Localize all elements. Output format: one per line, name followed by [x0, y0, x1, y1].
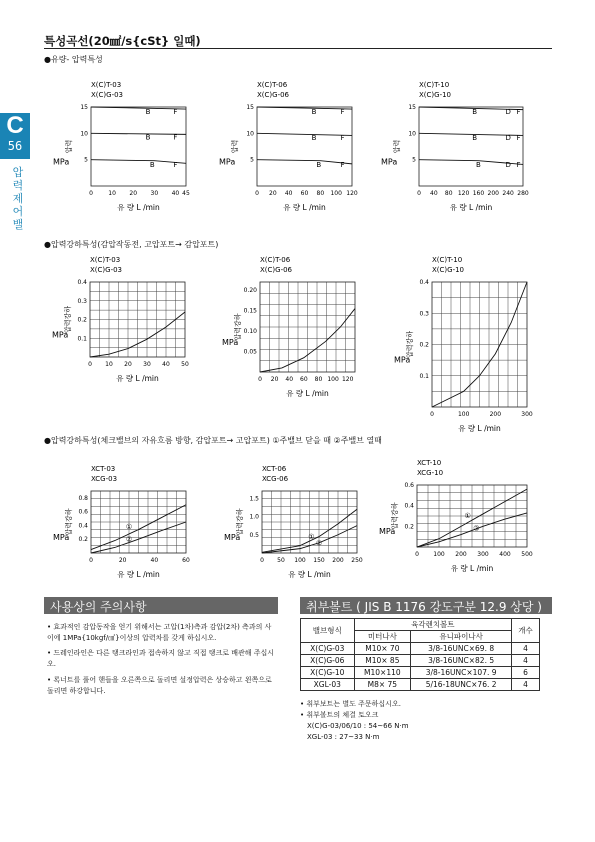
caution-item: • 록너트를 풀어 핸들을 오른쪽으로 돌리면 설정압력은 상승하고 왼쪽으로 돌리면 하강합니다.	[47, 676, 272, 695]
chart-check-10	[377, 451, 535, 581]
chart-drop-06	[220, 248, 363, 406]
x-tick-label: 40	[284, 190, 293, 197]
x-tick-label: 10	[105, 361, 113, 368]
bolt-note: • 취부보트는 별도 주문하십시오.	[300, 700, 401, 708]
series-line	[257, 160, 352, 164]
x-tick-label: 240	[502, 190, 514, 197]
curve-label: F	[340, 134, 345, 143]
x-tick-label: 150	[313, 557, 325, 564]
y-tick-label: 0.4	[404, 502, 414, 510]
cell-metric: M10× 70	[354, 643, 411, 655]
y-tick-label: 0.2	[77, 316, 87, 324]
curve-label: ①	[308, 533, 315, 542]
bolt-header-bolt: 육각렌치볼트	[354, 619, 512, 631]
x-tick-label: 120	[341, 376, 354, 383]
x-tick-label: 30	[143, 361, 151, 368]
y-tick-label: 0.10	[243, 328, 257, 336]
side-label-char: 밸	[12, 218, 24, 231]
y-axis-unit: MPa	[52, 330, 69, 340]
x-tick-label: 400	[499, 551, 511, 558]
side-label-char: 제	[12, 192, 24, 205]
y-axis-unit: MPa	[53, 157, 70, 167]
curve-label: ①	[464, 512, 471, 521]
y-tick-label: 5	[84, 156, 88, 164]
chart-flow-06	[217, 73, 360, 220]
curve-label: B	[311, 134, 317, 143]
x-tick-label: 0	[89, 190, 93, 197]
x-tick-label: 0	[415, 551, 419, 558]
curve-label: F	[173, 161, 178, 170]
series-line	[257, 133, 352, 135]
caution-box	[44, 597, 278, 697]
y-axis-unit: MPa	[381, 157, 398, 167]
x-tick-label: 100	[327, 376, 339, 383]
y-axis-unit: MPa	[53, 533, 70, 542]
x-tick-label: 60	[300, 376, 308, 383]
cell-metric: M8× 75	[354, 679, 411, 691]
x-tick-label: 250	[351, 557, 363, 564]
y-axis-label: 압력	[65, 139, 73, 154]
x-tick-label: 160	[472, 190, 485, 197]
curve-label: F	[340, 107, 345, 116]
title-rule	[44, 48, 552, 49]
x-axis-label: 유 량 L /min	[288, 570, 331, 579]
x-tick-label: 300	[477, 551, 489, 558]
curve-label: B	[311, 107, 317, 116]
curve-label: B	[145, 133, 151, 142]
x-tick-label: 40	[150, 557, 159, 564]
chart-title: X(C)T-06	[257, 81, 288, 89]
x-tick-label: 0	[88, 361, 92, 368]
y-tick-label: 0.8	[78, 494, 88, 502]
table-row	[301, 679, 540, 691]
chart-title: X(C)G-03	[90, 266, 123, 274]
curve-label: B	[149, 161, 155, 170]
bolt-title: 취부볼트 ( JIS B 1176 강도구분 12.9 상당 )	[300, 597, 552, 614]
series-line	[91, 133, 186, 134]
x-tick-label: 50	[277, 557, 285, 564]
x-tick-label: 100	[330, 190, 342, 197]
y-tick-label: 0.4	[419, 279, 429, 286]
cell-qty: 4	[512, 643, 540, 655]
bolt-header-unified: 유니파이나사	[411, 631, 512, 643]
y-tick-label: 10	[80, 130, 88, 138]
curve-label: B	[316, 161, 322, 170]
cell-unified: 3/8-16UNC×107. 9	[411, 667, 512, 679]
x-tick-label: 80	[314, 376, 323, 383]
side-tab	[0, 113, 30, 159]
x-tick-label: 0	[417, 190, 421, 197]
curve-label: ②	[473, 524, 480, 533]
x-axis-label: 유 량 L /min	[458, 424, 501, 433]
curve-label: D	[505, 107, 511, 116]
x-tick-label: 60	[300, 190, 309, 197]
y-tick-label: 0.2	[404, 523, 414, 531]
chart-title: XCT-03	[91, 465, 116, 473]
y-axis-label: 압력강하	[391, 502, 399, 530]
x-tick-label: 80	[316, 190, 325, 197]
x-tick-label: 40	[171, 190, 180, 197]
x-tick-label: 120	[457, 190, 470, 197]
y-axis-label: 압력강하	[234, 313, 242, 341]
page-title: 특성곡선(20㎟/s{cSt} 일때)	[44, 34, 201, 48]
y-axis-label: 압력	[231, 139, 239, 154]
section-drop2: ●압력강하특성(체크밸브의 자유흐름 방향, 감압포트→ 고압포트) ①주밸브 닫을 때 ②주밸브 열때	[44, 436, 382, 445]
curve-label: D	[505, 161, 511, 170]
curve-label: B	[476, 161, 481, 170]
side-vertical-label	[11, 166, 25, 231]
side-label-char: 어	[12, 205, 24, 218]
x-axis-label: 유 량 L /min	[116, 374, 159, 383]
x-tick-label: 200	[489, 411, 502, 418]
y-axis-unit: MPa	[379, 527, 396, 536]
chart-flow-10	[379, 73, 531, 220]
x-axis-label: 유 량 L /min	[449, 203, 493, 212]
chart-title: XCG-06	[262, 475, 289, 483]
y-tick-label: 0.1	[419, 372, 429, 380]
x-tick-label: 45	[182, 190, 190, 197]
x-tick-label: 20	[129, 190, 138, 197]
cell-unified: 3/8-16UNC×82. 5	[411, 655, 512, 667]
y-axis-label: 압력강하	[64, 305, 72, 334]
curve-label: B	[472, 107, 478, 116]
x-axis-label: 유 량 L /min	[117, 570, 160, 579]
curve-label: ②	[125, 535, 133, 544]
section-drop1: ●압력강하특성(감압작동전, 고압포트→ 감압포트)	[44, 240, 219, 249]
x-tick-label: 40	[162, 361, 170, 368]
caution-item: • 효과적인 감압동작을 얻기 위해서는 고압(1차)측과 감압(2차) 측과의 사이에 1MPa{10kgf/㎠}이상의 압력차를 갖게 하십시오.	[47, 623, 272, 642]
side-label-char: 력	[12, 179, 24, 192]
y-axis-label: 압력강하	[65, 508, 73, 536]
bolt-box	[300, 597, 552, 743]
x-tick-label: 200	[487, 190, 500, 197]
curve-label: ②	[315, 539, 323, 548]
curve-label: F	[340, 161, 345, 170]
x-tick-label: 40	[285, 376, 294, 383]
chart-title: X(C)T-06	[260, 256, 291, 264]
y-tick-label: 1.5	[249, 495, 259, 503]
y-tick-label: 10	[408, 130, 416, 138]
chart-title: XCG-10	[417, 469, 444, 477]
cell-model: X(C)G-10	[301, 667, 355, 679]
x-tick-label: 80	[444, 190, 453, 197]
chart-title: X(C)T-03	[91, 81, 122, 89]
y-tick-label: 15	[408, 104, 416, 111]
x-tick-label: 0	[258, 376, 262, 383]
x-tick-label: 20	[124, 361, 132, 368]
x-tick-label: 20	[118, 557, 127, 564]
y-tick-label: 0.4	[77, 279, 87, 286]
x-tick-label: 200	[332, 557, 344, 564]
chart-check-06	[222, 457, 365, 587]
x-tick-label: 0	[260, 557, 264, 564]
x-tick-label: 50	[181, 361, 189, 368]
bolt-header-qty: 개수	[512, 619, 540, 643]
x-tick-label: 300	[521, 411, 533, 418]
y-axis-unit: MPa	[224, 533, 241, 542]
y-tick-label: 0.20	[243, 287, 257, 295]
table-row	[301, 643, 540, 655]
chart-title: XCT-06	[262, 465, 287, 473]
y-axis-unit: MPa	[222, 338, 239, 347]
side-tab-page: 56	[7, 139, 23, 153]
caution-item: • 드레인라인은 다른 탱크라인과 접속하지 않고 직접 탱크로 배관해 주십시오.	[47, 649, 275, 668]
x-tick-label: 120	[346, 190, 358, 197]
caution-title: 사용상의 주의사항	[44, 597, 278, 614]
x-tick-label: 10	[108, 190, 116, 197]
x-axis-label: 유 량 L /min	[117, 203, 160, 212]
y-tick-label: 0.2	[419, 341, 429, 349]
chart-title: X(C)T-10	[432, 256, 463, 264]
bolt-note: XGL-03 : 27~33 N·m	[307, 733, 380, 741]
curve-label: B	[145, 107, 151, 116]
side-tab-letter: C	[6, 112, 24, 139]
chart-title: X(C)G-06	[260, 266, 293, 274]
y-tick-label: 0.6	[78, 508, 88, 516]
y-axis-unit: MPa	[394, 355, 411, 365]
y-tick-label: 0.6	[404, 482, 414, 489]
plot-frame	[419, 107, 523, 186]
table-row	[301, 667, 540, 679]
cell-model: XGL-03	[301, 679, 355, 691]
cell-model: X(C)G-06	[301, 655, 355, 667]
cell-unified: 5/16-18UNC×76. 2	[411, 679, 512, 691]
chart-drop-10	[392, 248, 535, 441]
chart-title: X(C)G-03	[91, 91, 124, 99]
x-tick-label: 100	[457, 411, 470, 418]
y-tick-label: 5	[412, 156, 416, 164]
y-tick-label: 0.05	[243, 348, 257, 356]
x-tick-label: 20	[269, 190, 277, 197]
chart-drop-03	[50, 248, 193, 391]
y-tick-label: 0.1	[77, 335, 87, 343]
side-label-char: 압	[12, 166, 24, 179]
x-tick-label: 30	[150, 190, 159, 197]
curve-label: F	[173, 133, 178, 142]
plot-frame	[91, 107, 186, 186]
y-axis-label: 압력	[393, 139, 401, 154]
cell-qty: 4	[512, 655, 540, 667]
x-axis-label: 유 량 L /min	[450, 564, 494, 573]
x-tick-label: 0	[255, 190, 259, 197]
y-axis-unit: MPa	[219, 157, 236, 167]
cell-metric: M10× 85	[354, 655, 411, 667]
curve-label: ①	[125, 522, 133, 531]
chart-title: X(C)G-10	[419, 91, 452, 99]
x-tick-label: 200	[455, 551, 467, 558]
bolt-header-metric: 미터나사	[354, 631, 411, 643]
section-flow: ●유량- 압력특성	[44, 55, 103, 64]
y-tick-label: 10	[246, 130, 254, 138]
chart-check-03	[51, 457, 194, 587]
x-tick-label: 280	[517, 190, 529, 197]
cell-unified: 3/8-16UNC×69. 8	[411, 643, 512, 655]
bolt-note: • 취부볼트의 체결 토오크	[300, 711, 379, 719]
curve-label: D	[505, 134, 511, 143]
chart-title: XCT-10	[417, 459, 442, 467]
plot-frame	[257, 107, 352, 186]
y-tick-label: 0.5	[249, 531, 259, 539]
y-tick-label: 0.3	[419, 310, 429, 318]
curve-label: F	[516, 107, 521, 116]
x-tick-label: 0	[430, 411, 434, 418]
table-row	[301, 655, 540, 667]
chart-title: X(C)G-06	[257, 91, 290, 99]
curve-label: F	[516, 161, 521, 170]
y-tick-label: 0.4	[78, 522, 88, 530]
chart-title: X(C)T-10	[419, 81, 450, 89]
cell-metric: M10×110	[354, 667, 411, 679]
chart-title: XCG-03	[91, 475, 118, 483]
bolt-note: X(C)G-03/06/10 : 54~66 N·m	[307, 722, 409, 730]
y-axis-label: 압력강하	[406, 330, 414, 359]
series-line	[91, 160, 186, 164]
y-tick-label: 15	[80, 104, 88, 111]
bolt-table	[300, 618, 540, 691]
bolt-header-model: 밸브형식	[301, 619, 355, 643]
y-tick-label: 0.2	[78, 536, 88, 544]
x-tick-label: 100	[294, 557, 306, 564]
x-axis-label: 유 량 L /min	[286, 389, 329, 398]
y-tick-label: 0.3	[77, 297, 87, 305]
x-tick-label: 60	[182, 557, 190, 564]
chart-flow-03	[51, 73, 194, 220]
y-axis-label: 압력강하	[236, 508, 244, 536]
chart-title: X(C)G-10	[432, 266, 465, 274]
x-tick-label: 0	[89, 557, 93, 564]
curve-label: B	[472, 134, 478, 143]
y-tick-label: 15	[246, 104, 254, 111]
curve-label: F	[173, 107, 178, 116]
y-tick-label: 0.15	[243, 307, 257, 315]
chart-title: X(C)T-03	[90, 256, 121, 264]
y-tick-label: 1.0	[249, 513, 259, 521]
x-tick-label: 100	[433, 551, 445, 558]
x-tick-label: 40	[430, 190, 438, 197]
curve-label: F	[516, 134, 521, 143]
x-tick-label: 20	[270, 376, 279, 383]
x-axis-label: 유 량 L /min	[283, 203, 326, 212]
cell-model: X(C)G-03	[301, 643, 355, 655]
cell-qty: 4	[512, 679, 540, 691]
x-tick-label: 500	[521, 551, 533, 558]
cell-qty: 6	[512, 667, 540, 679]
y-tick-label: 5	[250, 156, 254, 164]
